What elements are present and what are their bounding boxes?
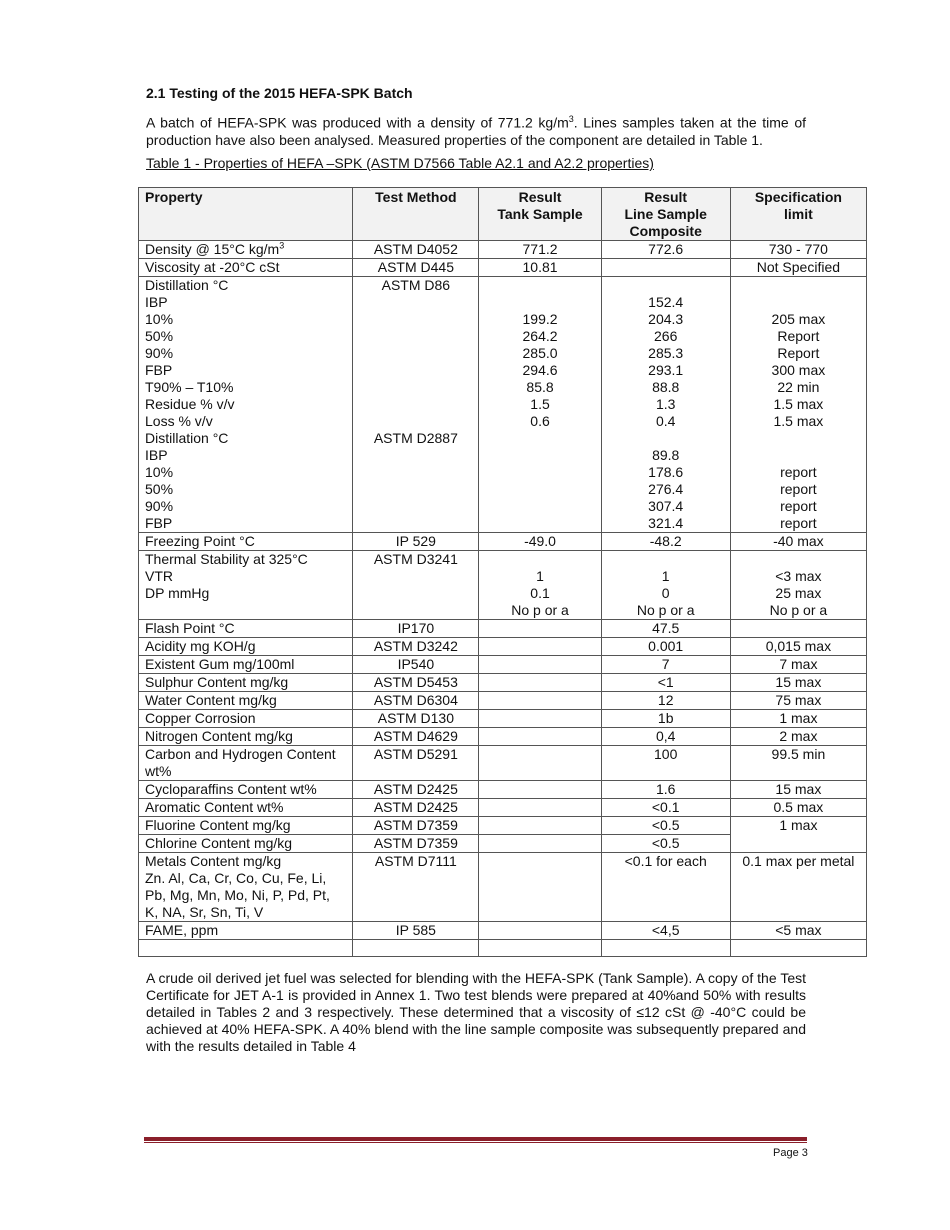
cell-spec: 0.5 max xyxy=(730,799,866,817)
cell-property: Thermal Stability at 325°C VTR DP mmHg xyxy=(139,551,353,620)
cell-spec xyxy=(730,620,866,638)
cell-method: ASTM D2425 xyxy=(353,781,479,799)
cell-tank xyxy=(479,638,601,656)
header-line-sample: Result Line Sample Composite xyxy=(601,188,730,241)
table-row-metals xyxy=(139,853,867,922)
density-line: 772.6 xyxy=(601,241,730,259)
cell-method: ASTM D5453 xyxy=(353,674,479,692)
cell-line: 1.6 xyxy=(601,781,730,799)
intro-text-2: . Lines samples taken at the time of production have also been analysed. Measured properties of the component are detailed in Table 1. xyxy=(146,114,806,148)
cell-line: 12 xyxy=(601,692,730,710)
cell-spec: 205 max Report Report 300 max 22 min 1.5 max 1.5 max report report report report xyxy=(730,277,866,533)
page-number: Page 3 xyxy=(773,1147,808,1159)
cell-property: Acidity mg KOH/g xyxy=(139,638,353,656)
metals-property: Metals Content mg/kg Zn. Al, Ca, Cr, Co, Cu, Fe, Li, Pb, Mg, Mn, Mo, Ni, P, Pd, Pt, K, NA, Sr, Sn, Ti, V xyxy=(139,853,353,922)
cell-spec: -40 max xyxy=(730,533,866,551)
cell-spec: 2 max xyxy=(730,728,866,746)
cell-method: IP540 xyxy=(353,656,479,674)
cell-tank: 10.81 xyxy=(479,259,601,277)
cell-spec: 1 max xyxy=(730,710,866,728)
cell-property: Nitrogen Content mg/kg xyxy=(139,728,353,746)
cell-spec: 75 max xyxy=(730,692,866,710)
metals-line: <0.1 for each xyxy=(601,853,730,922)
fluorine-chlorine-spec: 1 max xyxy=(730,817,866,853)
closing-paragraph: A crude oil derived jet fuel was selected for blending with the HEFA-SPK (Tank Sample). A copy of the Test Certificate for JET A-1 is provided in Annex 1. Two test blends were prepared at 40%and 50% with results detailed in Tables 2 and 3 respectively. These determined that a viscosity of ≤12 cSt @ -40°C could be achieved at 40% HEFA-SPK. A 40% blend with the line sample composite was subsequently prepared and with the results detailed in Table 4 xyxy=(146,970,806,1054)
table-row xyxy=(139,620,867,638)
cell-tank xyxy=(479,656,601,674)
table-row xyxy=(139,799,867,817)
intro-text-1: A batch of HEFA-SPK was produced with a density of 771.2 kg/m xyxy=(146,114,569,131)
fluorine-line: <0.5 xyxy=(601,817,730,835)
fluorine-method: ASTM D7359 xyxy=(353,817,479,835)
cell-line: <0.1 xyxy=(601,799,730,817)
cell-line: 0,4 xyxy=(601,728,730,746)
table-row xyxy=(139,533,867,551)
cell-property: Carbon and Hydrogen Content wt% xyxy=(139,746,353,781)
table-row xyxy=(139,674,867,692)
metals-tank xyxy=(479,853,601,922)
cell-spec: 15 max xyxy=(730,674,866,692)
intro-paragraph xyxy=(146,111,806,149)
table-row-empty xyxy=(139,940,867,957)
cell-line: 100 xyxy=(601,746,730,781)
cell-tank xyxy=(479,692,601,710)
intro-superscript: 3 xyxy=(568,114,574,124)
chlorine-tank xyxy=(479,835,601,853)
table-row-density xyxy=(139,241,867,259)
cell-line xyxy=(601,259,730,277)
cell-property: Viscosity at -20°C cSt xyxy=(139,259,353,277)
fame-method: IP 585 xyxy=(353,922,479,940)
chlorine-method: ASTM D7359 xyxy=(353,835,479,853)
footer-rule xyxy=(144,1137,807,1141)
header-tank-sample: Result Tank Sample xyxy=(479,188,601,241)
cell-tank xyxy=(479,620,601,638)
cell-method: ASTM D445 xyxy=(353,259,479,277)
cell-line: 1 0 No p or a xyxy=(601,551,730,620)
header-specification: Specification limit xyxy=(730,188,866,241)
cell-tank: 1 0.1 No p or a xyxy=(479,551,601,620)
cell-tank: 199.2 264.2 285.0 294.6 85.8 1.5 0.6 xyxy=(479,277,601,533)
cell-method: ASTM D3241 xyxy=(353,551,479,620)
table-row xyxy=(139,746,867,781)
cell-spec: 0,015 max xyxy=(730,638,866,656)
cell-line: 152.4 204.3 266 285.3 293.1 88.8 1.3 0.4 89.8 178.6 276.4 307.4 321.4 xyxy=(601,277,730,533)
fame-spec: <5 max xyxy=(730,922,866,940)
cell-property: Distillation °C IBP 10% 50% 90% FBP T90% – T10% Residue % v/v Loss % v/v Distillation °C IBP 10% 50% 90% FBP xyxy=(139,277,353,533)
table-row xyxy=(139,551,867,620)
table-row xyxy=(139,728,867,746)
table-row xyxy=(139,638,867,656)
fluorine-tank xyxy=(479,817,601,835)
cell-method: ASTM D86 ASTM D2887 xyxy=(353,277,479,533)
header-property: Property xyxy=(139,188,353,241)
cell-spec: 99.5 min xyxy=(730,746,866,781)
cell-line: -48.2 xyxy=(601,533,730,551)
cell-line: 7 xyxy=(601,656,730,674)
cell-line: <1 xyxy=(601,674,730,692)
table-header-row xyxy=(139,188,867,241)
cell-spec: <3 max 25 max No p or a xyxy=(730,551,866,620)
cell-spec: 15 max xyxy=(730,781,866,799)
cell-tank xyxy=(479,746,601,781)
cell-line: 1b xyxy=(601,710,730,728)
cell-tank xyxy=(479,728,601,746)
cell-tank: -49.0 xyxy=(479,533,601,551)
fame-tank xyxy=(479,922,601,940)
properties-table xyxy=(138,187,867,957)
table-row xyxy=(139,781,867,799)
cell-method: ASTM D5291 xyxy=(353,746,479,781)
density-method: ASTM D4052 xyxy=(353,241,479,259)
cell-property: Existent Gum mg/100ml xyxy=(139,656,353,674)
cell-line: 0.001 xyxy=(601,638,730,656)
section-heading: 2.1 Testing of the 2015 HEFA-SPK Batch xyxy=(146,85,413,101)
cell-method: ASTM D2425 xyxy=(353,799,479,817)
table-row xyxy=(139,277,867,533)
cell-method: IP 529 xyxy=(353,533,479,551)
cell-tank xyxy=(479,674,601,692)
cell-tank xyxy=(479,799,601,817)
table-row-fluorine xyxy=(139,817,867,835)
cell-property: Cycloparaffins Content wt% xyxy=(139,781,353,799)
chlorine-line: <0.5 xyxy=(601,835,730,853)
fame-line: <4,5 xyxy=(601,922,730,940)
density-spec: 730 - 770 xyxy=(730,241,866,259)
cell-method: ASTM D130 xyxy=(353,710,479,728)
cell-spec: 7 max xyxy=(730,656,866,674)
cell-tank xyxy=(479,781,601,799)
cell-property: Copper Corrosion xyxy=(139,710,353,728)
header-test-method: Test Method xyxy=(353,188,479,241)
cell-method: IP170 xyxy=(353,620,479,638)
footer-rule-thin xyxy=(144,1142,807,1143)
cell-spec: Not Specified xyxy=(730,259,866,277)
fluorine-property: Fluorine Content mg/kg xyxy=(139,817,353,835)
table-row xyxy=(139,656,867,674)
cell-line: 47.5 xyxy=(601,620,730,638)
fame-property: FAME, ppm xyxy=(139,922,353,940)
table-row-fame xyxy=(139,922,867,940)
table-caption: Table 1 - Properties of HEFA –SPK (ASTM D7566 Table A2.1 and A2.2 properties) xyxy=(146,155,654,171)
cell-property: Sulphur Content mg/kg xyxy=(139,674,353,692)
cell-property: Aromatic Content wt% xyxy=(139,799,353,817)
table-row xyxy=(139,692,867,710)
cell-property: Flash Point °C xyxy=(139,620,353,638)
cell-method: ASTM D3242 xyxy=(353,638,479,656)
cell-property: Water Content mg/kg xyxy=(139,692,353,710)
table-row xyxy=(139,710,867,728)
cell-method: ASTM D4629 xyxy=(353,728,479,746)
cell-tank xyxy=(479,710,601,728)
cell-property: Freezing Point °C xyxy=(139,533,353,551)
density-tank: 771.2 xyxy=(479,241,601,259)
table-row xyxy=(139,259,867,277)
cell-method: ASTM D6304 xyxy=(353,692,479,710)
chlorine-property: Chlorine Content mg/kg xyxy=(139,835,353,853)
metals-spec: 0.1 max per metal xyxy=(730,853,866,922)
metals-method: ASTM D7111 xyxy=(353,853,479,922)
density-property: Density @ 15°C $kg/m^3$ xyxy=(139,241,353,259)
